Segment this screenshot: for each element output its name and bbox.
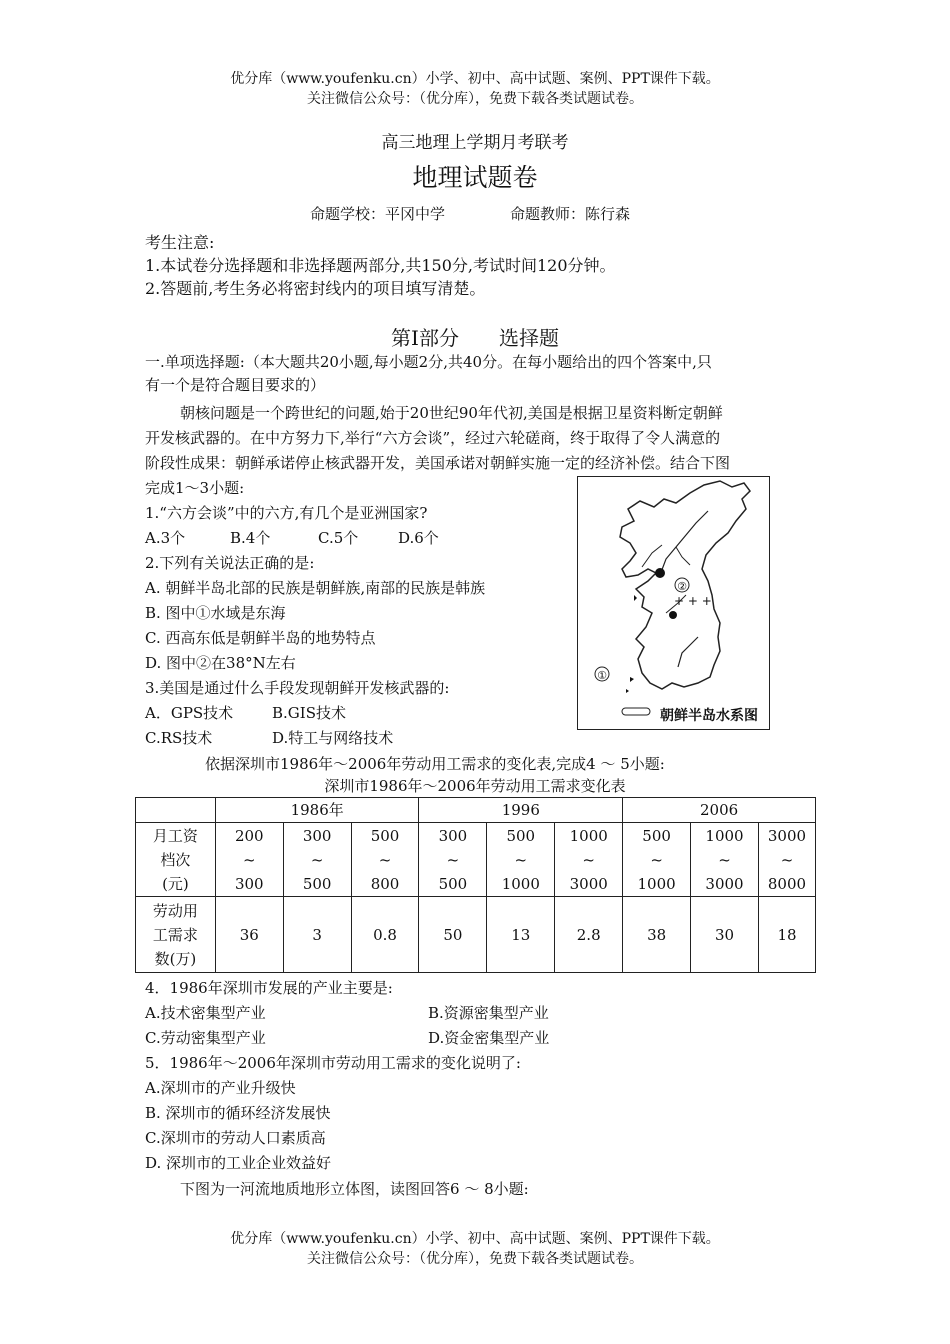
river-north (660, 511, 708, 575)
q4-option-a: A.技术密集型产业 (145, 1004, 266, 1022)
map-label: 朝鲜半岛水系图 (660, 708, 758, 724)
passage-line-1: 朝核问题是一个跨世纪的问题,始于20世纪90年代初,美国是根据卫星资料断定朝鲜 (180, 404, 723, 422)
demand-row (136, 897, 816, 973)
passage-line-2: 开发核武器的。在中方努力下,举行“六方会谈”，经过六轮磋商，终于取得了令人满意的 (145, 429, 721, 447)
year-1986: 1986年 (215, 798, 419, 823)
q1-option-b: B.4个 (230, 529, 271, 547)
labor-demand-table (135, 797, 816, 973)
q2-option-d: D. 图中②在38°N左右 (145, 654, 296, 672)
river-northwest (642, 545, 662, 567)
city-dot-north (655, 568, 665, 578)
passage-line-3: 阶段性成果：朝鲜承诺停止核武器开发，美国承诺对朝鲜实施一定的经济补偿。结合下图 (145, 454, 731, 472)
peninsula-map-drawing (578, 477, 768, 728)
q3-stem: 3.美国是通过什么手段发现朝鲜开发核武器的: (145, 679, 450, 697)
marker-2-label: ② (677, 580, 687, 593)
q6-intro: 下图为一河流地质地形立体图，读图回答6 ～ 8小题: (180, 1180, 529, 1198)
wage-range-cell: 3000 ~ 8000 (758, 823, 815, 897)
demand-value: 18 (758, 897, 815, 973)
river-south (678, 637, 698, 667)
footer-line-2: 关注微信公众号：（优分库），免费下载各类试题试卷。 (307, 1251, 643, 1267)
city-dot-central (669, 611, 677, 619)
wage-label: 月工资 档次 (元) (136, 823, 216, 897)
wage-range-cell: 200 ~ 300 (215, 823, 283, 897)
wage-range-cell: 500 ~ 1000 (487, 823, 555, 897)
corner-cell (136, 798, 216, 823)
header-line-2: 关注微信公众号：（优分库），免费下载各类试题试卷。 (307, 91, 643, 107)
table-caption: 深圳市1986年～2006年劳动用工需求变化表 (324, 777, 626, 795)
wage-range-row (136, 823, 816, 897)
q2-option-a: A. 朝鲜半岛北部的民族是朝鲜族,南部的民族是韩族 (145, 579, 486, 597)
q5-stem: 5．1986年～2006年深圳市劳动用工需求的变化说明了: (145, 1054, 521, 1072)
q2-option-c: C. 西高东低是朝鲜半岛的地势特点 (145, 629, 376, 647)
demand-value: 50 (419, 897, 487, 973)
q3-option-b: B.GIS技术 (272, 704, 346, 722)
passage-line-4: 完成1～3小题: (145, 479, 245, 497)
q2-stem: 2.下列有关说法正确的是: (145, 554, 315, 572)
wage-range-cell: 1000 ~ 3000 (555, 823, 623, 897)
exam-subtitle: 高三地理上学期月考联考 (381, 133, 569, 153)
demand-value: 36 (215, 897, 283, 973)
cross-marks: + + + (674, 594, 712, 608)
wage-range-cell: 500 ~ 1000 (623, 823, 691, 897)
q1-stem: 1.“六方会谈”中的六方,有几个是亚洲国家? (145, 504, 428, 522)
river-north-branch (676, 547, 690, 565)
q4-stem: 4．1986年深圳市发展的产业主要是: (145, 979, 393, 997)
legend-symbol (622, 708, 650, 715)
wage-range-cell: 1000 ~ 3000 (691, 823, 759, 897)
marker-1-label: ① (597, 669, 607, 682)
q5-option-a: A.深圳市的产业升级快 (145, 1079, 296, 1097)
q4-option-b: B.资源密集型产业 (428, 1004, 549, 1022)
year-2006: 2006 (623, 798, 816, 823)
q3-option-c: C.RS技术 (145, 729, 213, 747)
header-line-1: 优分库（www.youfenku.cn）小学、初中、高中试题、案例、PPT课件下载。 (230, 71, 720, 87)
q4-option-c: C.劳动密集型产业 (145, 1029, 266, 1047)
demand-value: 38 (623, 897, 691, 973)
demand-value: 30 (691, 897, 759, 973)
demand-value: 0.8 (351, 897, 419, 973)
q2-option-b: B. 图中①水域是东海 (145, 604, 286, 622)
table-intro: 依据深圳市1986年～2006年劳动用工需求的变化表,完成4 ～ 5小题: (205, 755, 665, 773)
q3-option-d: D.特工与网络技术 (272, 729, 394, 747)
q1-option-d: D.6个 (398, 529, 439, 547)
exam-school: 命题学校：平冈中学 (310, 205, 446, 223)
exam-title: 地理试题卷 (412, 163, 538, 192)
year-1996: 1996 (419, 798, 623, 823)
q3-option-a: A．GPS技术 (145, 704, 234, 722)
q1-option-c: C.5个 (318, 529, 359, 547)
demand-value: 2.8 (555, 897, 623, 973)
section-intro-2: 有一个是符合题目要求的） (145, 376, 326, 394)
islands (626, 595, 637, 693)
demand-label: 劳动用 工需求 数(万) (136, 897, 216, 973)
wage-range-cell: 300 ~ 500 (283, 823, 351, 897)
section-title: 第Ⅰ部分 选择题 (391, 326, 559, 350)
demand-value: 3 (283, 897, 351, 973)
wage-range-cell: 500 ~ 800 (351, 823, 419, 897)
korea-water-system-map (577, 476, 770, 730)
section-intro-1: 一.单项选择题:（本大题共20小题,每小题2分,共40分。在每小题给出的四个答案中,只 (145, 353, 712, 371)
notice-heading: 考生注意: (145, 233, 215, 252)
year-header-row (136, 798, 816, 823)
wage-range-cell: 300 ~ 500 (419, 823, 487, 897)
q5-option-c: C.深圳市的劳动人口素质高 (145, 1129, 326, 1147)
exam-teacher: 命题教师：陈行森 (510, 205, 631, 223)
q4-option-d: D.资金密集型产业 (428, 1029, 550, 1047)
demand-value: 13 (487, 897, 555, 973)
footer-line-1: 优分库（www.youfenku.cn）小学、初中、高中试题、案例、PPT课件下载。 (230, 1231, 720, 1247)
q1-option-a: A.3个 (145, 529, 186, 547)
q5-option-b: B. 深圳市的循环经济发展快 (145, 1104, 331, 1122)
notice-item-1: 1.本试卷分选择题和非选择题两部分,共150分,考试时间120分钟。 (145, 256, 616, 275)
notice-item-2: 2.答题前,考生务必将密封线内的项目填写清楚。 (145, 279, 486, 298)
q5-option-d: D. 深圳市的工业企业效益好 (145, 1154, 332, 1172)
